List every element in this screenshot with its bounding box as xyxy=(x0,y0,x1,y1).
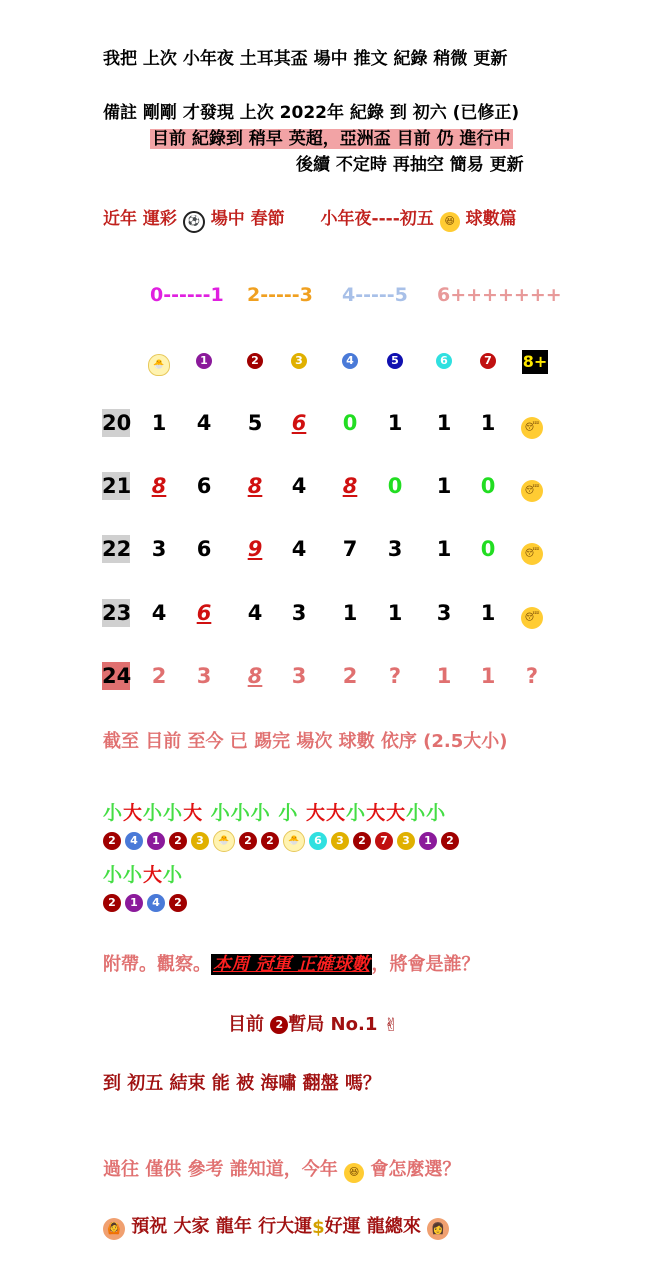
circle-2-icon: 2 xyxy=(169,894,187,912)
score-cell: 3 xyxy=(387,537,403,561)
sequence-char: 小 xyxy=(346,802,367,824)
sequence-char: 小 xyxy=(230,802,251,824)
circle-1-icon: 1 xyxy=(147,832,165,850)
score-cell: 3 xyxy=(196,664,212,688)
circle-4-icon: 4 xyxy=(125,832,143,850)
circle-5-icon: 5 xyxy=(387,353,403,369)
year-label: 23 xyxy=(102,601,132,625)
score-cell: 4 xyxy=(151,601,167,625)
sequence-char: 大 xyxy=(386,802,407,824)
score-cell: 1 xyxy=(480,664,496,688)
score-cell: 6 xyxy=(196,474,212,498)
circle-3-icon: 3 xyxy=(191,832,209,850)
circle-2-icon: 2 xyxy=(441,832,459,850)
score-cell: 4 xyxy=(291,474,307,498)
sequence-char: 小 xyxy=(210,802,231,824)
year-label: 20 xyxy=(102,411,132,435)
year-label: 21 xyxy=(102,474,132,498)
circle-2-icon: 2 xyxy=(247,353,263,369)
year-row xyxy=(0,534,655,564)
chick-icon: 🐣 xyxy=(148,354,170,376)
note-line-1: 備註 剛剛 才發現 上次 2022年 紀錄 到 初六 (已修正) xyxy=(103,103,520,123)
circle-1-icon: 1 xyxy=(419,832,437,850)
score-cell: 0 xyxy=(387,474,403,498)
score-cell: 8 xyxy=(247,664,263,688)
score-cell: 0 xyxy=(480,474,496,498)
so-far-text: 截至 目前 至今 已 踢完 場次 球數 依序 (2.5大小) xyxy=(103,731,508,752)
score-cell: 1 xyxy=(436,537,452,561)
circle-4-icon: 4 xyxy=(147,894,165,912)
question-line: 到 初五 結束 能 被 海嘯 翻盤 嗎？ xyxy=(103,1073,381,1094)
score-cell: 3 xyxy=(436,601,452,625)
wish-line: 🙆 預祝 大家 龍年 行大運$好運 龍總來 👩 xyxy=(103,1212,449,1240)
sleeping-face-icon: 😴 xyxy=(512,598,552,629)
score-cell: 5 xyxy=(247,411,263,435)
score-cell: 0 xyxy=(480,537,496,561)
circle-2-icon: 2 xyxy=(103,832,121,850)
circle-2-icon: 2 xyxy=(103,894,121,912)
money-bag-icon: $ xyxy=(312,1216,325,1238)
score-cell: 1 xyxy=(480,411,496,435)
sequence-char: 小 xyxy=(143,802,164,824)
year-row xyxy=(0,471,655,501)
sleeping-face-icon: 😴 xyxy=(512,408,552,439)
score-cell: 6 xyxy=(291,411,307,435)
circle-4-icon: 4 xyxy=(342,353,358,369)
sequence-char: 小 xyxy=(406,802,427,824)
observe-line: 附帶。觀察。 本周 冠軍 正確球數 ，將會是誰？ xyxy=(103,954,480,975)
current-leader: 目前 2 暫局 No.1 ✌ xyxy=(228,1014,399,1036)
circle-7-icon: 7 xyxy=(480,353,496,369)
circle-2-icon: 2 xyxy=(261,832,279,850)
circle-1-icon: 1 xyxy=(196,353,212,369)
score-cell: 0 xyxy=(342,411,358,435)
unknown-cell: ? xyxy=(525,664,539,688)
sequence-char: 大 xyxy=(366,802,387,824)
circle-2-icon: 2 xyxy=(239,832,257,850)
circle-2-icon: 2 xyxy=(169,832,187,850)
sleeping-face-icon: 😴 xyxy=(512,471,552,502)
sequence-char: 小 xyxy=(103,802,124,824)
sequence-icons-1 xyxy=(103,830,463,852)
score-cell: 1 xyxy=(342,601,358,625)
score-cell: 2 xyxy=(151,664,167,688)
circle-3-icon: 3 xyxy=(397,832,415,850)
sequence-line-3 xyxy=(103,860,183,887)
circle-3-icon: 3 xyxy=(331,832,349,850)
score-cell: 3 xyxy=(291,664,307,688)
score-cell: 1 xyxy=(436,664,452,688)
chick-icon: 🐣 xyxy=(213,830,235,852)
circle-6-icon: 6 xyxy=(309,832,327,850)
year-row xyxy=(0,661,655,691)
score-cell: 6 xyxy=(196,601,212,625)
victory-hand-icon: ✌ xyxy=(383,1014,399,1036)
soccer-ball-icon: ⚽ xyxy=(183,211,205,233)
person-face-icon: 👩 xyxy=(427,1218,449,1240)
sequence-char: 大 xyxy=(143,864,164,886)
header-row xyxy=(0,345,655,375)
sequence-char: 小 xyxy=(163,864,184,886)
legend-0-1: 0------1 xyxy=(150,284,224,306)
circle-1-icon: 1 xyxy=(125,894,143,912)
person-gesturing-icon: 🙆 xyxy=(103,1218,125,1240)
sequence-char: 小 xyxy=(163,802,184,824)
score-cell: ? xyxy=(388,664,402,688)
sequence-char: 小 xyxy=(426,802,447,824)
score-cell: 2 xyxy=(342,664,358,688)
sequence-line-1 xyxy=(103,798,446,825)
circle-2-icon: 2 xyxy=(353,832,371,850)
sequence-char: 小 xyxy=(103,864,124,886)
score-cell: 9 xyxy=(247,537,263,561)
sequence-char: 小 xyxy=(250,802,271,824)
year-row xyxy=(0,598,655,628)
score-cell: 1 xyxy=(436,474,452,498)
intro-text: 我把 上次 小年夜 土耳其盃 場中 推文 紀錄 稍微 更新 xyxy=(103,49,508,69)
year-row xyxy=(0,408,655,438)
observe-highlight: 本周 冠軍 正確球數 xyxy=(213,954,370,975)
section-title: 近年 運彩 ⚽ 場中 春節 小年夜----初五 😆 球數篇 xyxy=(103,204,517,233)
score-cell: 1 xyxy=(151,411,167,435)
circle-3-icon: 3 xyxy=(291,353,307,369)
score-cell: 3 xyxy=(291,601,307,625)
score-cell: 1 xyxy=(387,601,403,625)
chick-icon: 🐣 xyxy=(283,830,305,852)
score-cell: 1 xyxy=(387,411,403,435)
circle-6-icon: 6 xyxy=(436,353,452,369)
circle-2-icon: 2 xyxy=(270,1016,288,1034)
sequence-char: 小 xyxy=(123,864,144,886)
laughing-face-icon: 😆 xyxy=(440,212,460,232)
sequence-char: 大 xyxy=(306,802,327,824)
year-label: 22 xyxy=(102,537,132,561)
eight-plus-badge: 8+ xyxy=(522,350,548,374)
sequence-char xyxy=(203,802,211,824)
score-cell: 6 xyxy=(196,537,212,561)
score-cell: 3 xyxy=(151,537,167,561)
year-label: 24 xyxy=(102,664,132,688)
circle-7-icon: 7 xyxy=(375,832,393,850)
sequence-char xyxy=(298,802,306,824)
sequence-char: 大 xyxy=(183,802,204,824)
sequence-icons-2 xyxy=(103,892,191,912)
score-cell: 4 xyxy=(196,411,212,435)
score-cell: 4 xyxy=(291,537,307,561)
note-line-3: 後續 不定時 再抽空 簡易 更新 xyxy=(296,155,524,175)
score-cell: 8 xyxy=(151,474,167,498)
sequence-char: 小 xyxy=(278,802,299,824)
legend-6-plus: 6+++++++ xyxy=(437,284,562,306)
note-line-2: 目前 紀錄到 稍早 英超，亞洲盃 目前 仍 進行中 xyxy=(152,129,511,149)
legend-4-5: 4-----5 xyxy=(342,284,408,306)
past-line: 過往 僅供 參考 誰知道，今年 😆 會怎麼選？ xyxy=(103,1155,460,1183)
sleeping-face-icon: 😴 xyxy=(512,534,552,565)
sequence-char: 大 xyxy=(326,802,347,824)
score-cell: 7 xyxy=(342,537,358,561)
score-cell: 8 xyxy=(342,474,358,498)
legend-2-3: 2-----3 xyxy=(247,284,313,306)
score-cell: 1 xyxy=(436,411,452,435)
score-cell: 8 xyxy=(247,474,263,498)
laughing-face-icon: 😆 xyxy=(344,1163,364,1183)
sequence-char: 大 xyxy=(123,802,144,824)
score-cell: 4 xyxy=(247,601,263,625)
score-cell: 1 xyxy=(480,601,496,625)
